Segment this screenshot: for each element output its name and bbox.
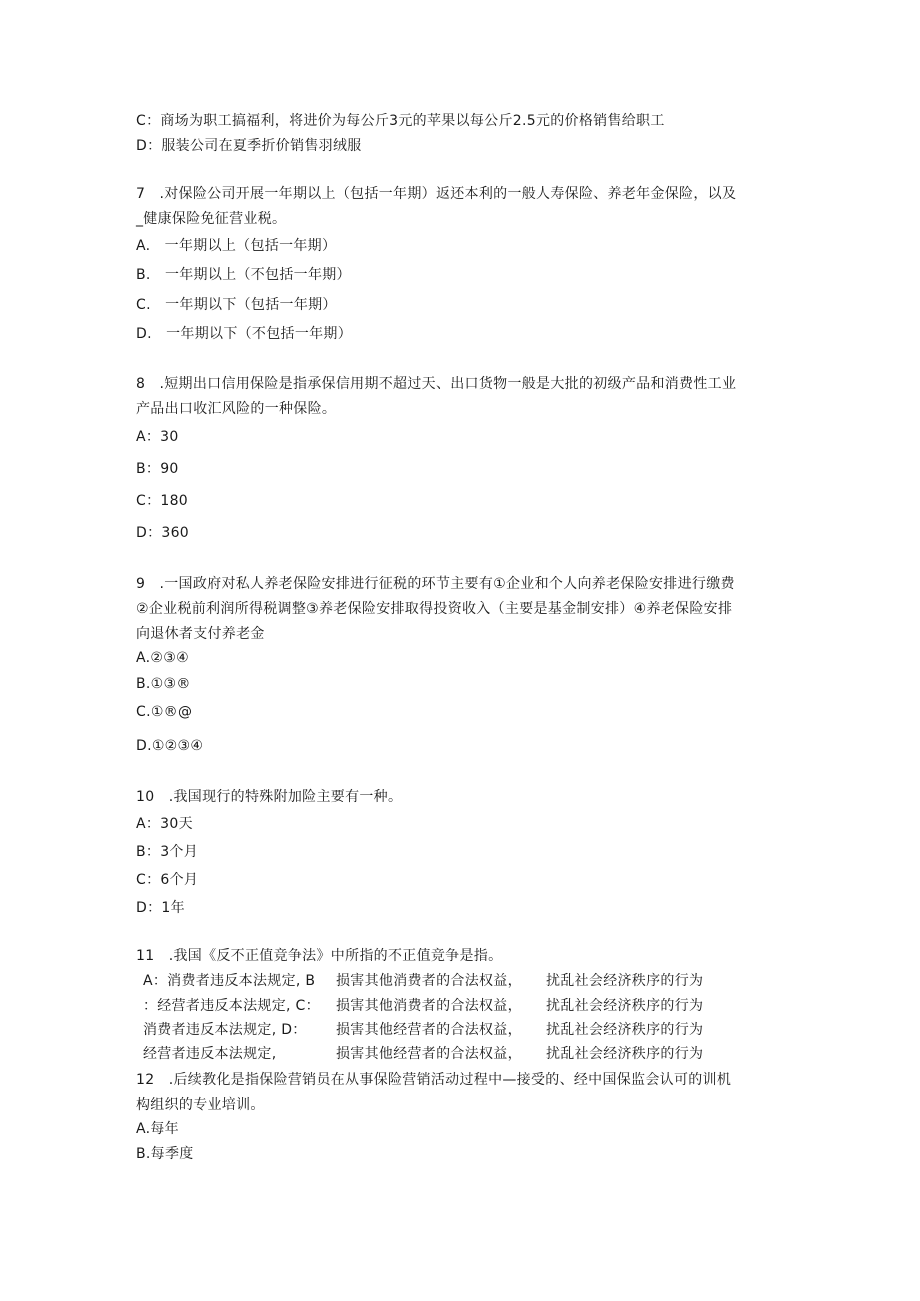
q8-option-a: A：30 [136, 429, 179, 445]
q9-stem-line2: ②企业税前利润所得税调整③养老保险安排取得投资收入（主要是基金制安排）④养老保险安排 [136, 601, 733, 617]
q11-row2-effect: 扰乱社会经济秩序的行为 [546, 998, 704, 1014]
q9-option-b: B.①③® [136, 676, 191, 692]
q11-row3-subject: 消费者违反本法规定, D： [143, 1022, 307, 1038]
q10-option-d: D：1年 [136, 900, 185, 916]
q12-option-b: B.每季度 [136, 1146, 194, 1162]
q7-option-b: B. 一年期以上（不包括一年期） [136, 267, 351, 283]
q12-option-a: A.每年 [136, 1121, 179, 1137]
q8-option-d: D：360 [136, 525, 190, 541]
q11-row1-effect: 扰乱社会经济秩序的行为 [546, 973, 704, 989]
q9-stem-line3: 向退休者支付养老金 [136, 626, 265, 642]
q6-option-d: D：服装公司在夏季折价销售羽绒服 [136, 138, 362, 154]
q11-row1-subject: A：消费者违反本法规定, B [143, 973, 316, 989]
q10-option-a: A：30天 [136, 816, 193, 832]
q8-option-b: B：90 [136, 461, 179, 477]
q11-row1-harm: 损害其他消费者的合法权益， [336, 973, 522, 989]
q8-option-c: C：180 [136, 493, 188, 509]
q11-row2-subject: ：经营者违反本法规定, C： [143, 998, 320, 1014]
q7-option-a: A. 一年期以上（包括一年期） [136, 238, 337, 254]
q9-option-a: A.②③④ [136, 650, 189, 666]
q10-option-b: B：3个月 [136, 844, 199, 860]
q9-stem-line1: 9 .一国政府对私人养老保险安排进行征税的环节主要有①企业和个人向养老保险安排进行缴费 [136, 576, 735, 592]
q7-option-d: D. 一年期以下（不包括一年期） [136, 326, 353, 342]
q12-stem-line1: 12 .后续教化是指保险营销员在从事保险营销活动过程中—接受的、经中国保监会认可的训机 [136, 1072, 732, 1088]
q11-row4-subject: 经营者违反本法规定, [143, 1046, 277, 1062]
q7-stem-line1: 7 .对保险公司开展一年期以上（包括一年期）返还本利的一般人寿保险、养老年金保险，以及 [136, 186, 737, 202]
q9-option-d: D.①②③④ [136, 738, 204, 754]
q10-stem: 10 .我国现行的特殊附加险主要有一种。 [136, 789, 403, 805]
q8-stem-line2: 产品出口收汇风险的一种保险。 [136, 401, 337, 417]
q11-row2-harm: 损害其他消费者的合法权益， [336, 998, 522, 1014]
q6-option-c: C：商场为职工搞福利，将进价为每公斤3元的苹果以每公斤2.5元的价格销售给职工 [136, 113, 665, 129]
q12-stem-line2: 构组织的专业培训。 [136, 1097, 265, 1113]
q11-stem: 11 .我国《反不正值竞争法》中所指的不正值竞争是指。 [136, 948, 503, 964]
q7-option-c: C. 一年期以下（包括一年期） [136, 297, 337, 313]
q8-stem-line1: 8 .短期出口信用保险是指承保信用期不超过天、出口货物一般是大批的初级产品和消费性工业 [136, 376, 737, 392]
q11-row3-effect: 扰乱社会经济秩序的行为 [546, 1022, 704, 1038]
q10-option-c: C：6个月 [136, 872, 199, 888]
q11-row3-harm: 损害其他经营者的合法权益， [336, 1022, 522, 1038]
q7-stem-line2: _健康保险免征营业税。 [136, 211, 287, 227]
q11-row4-effect: 扰乱社会经济秩序的行为 [546, 1046, 704, 1062]
q9-option-c: C.①®@ [136, 704, 193, 720]
q11-row4-harm: 损害其他经营者的合法权益， [336, 1046, 522, 1062]
